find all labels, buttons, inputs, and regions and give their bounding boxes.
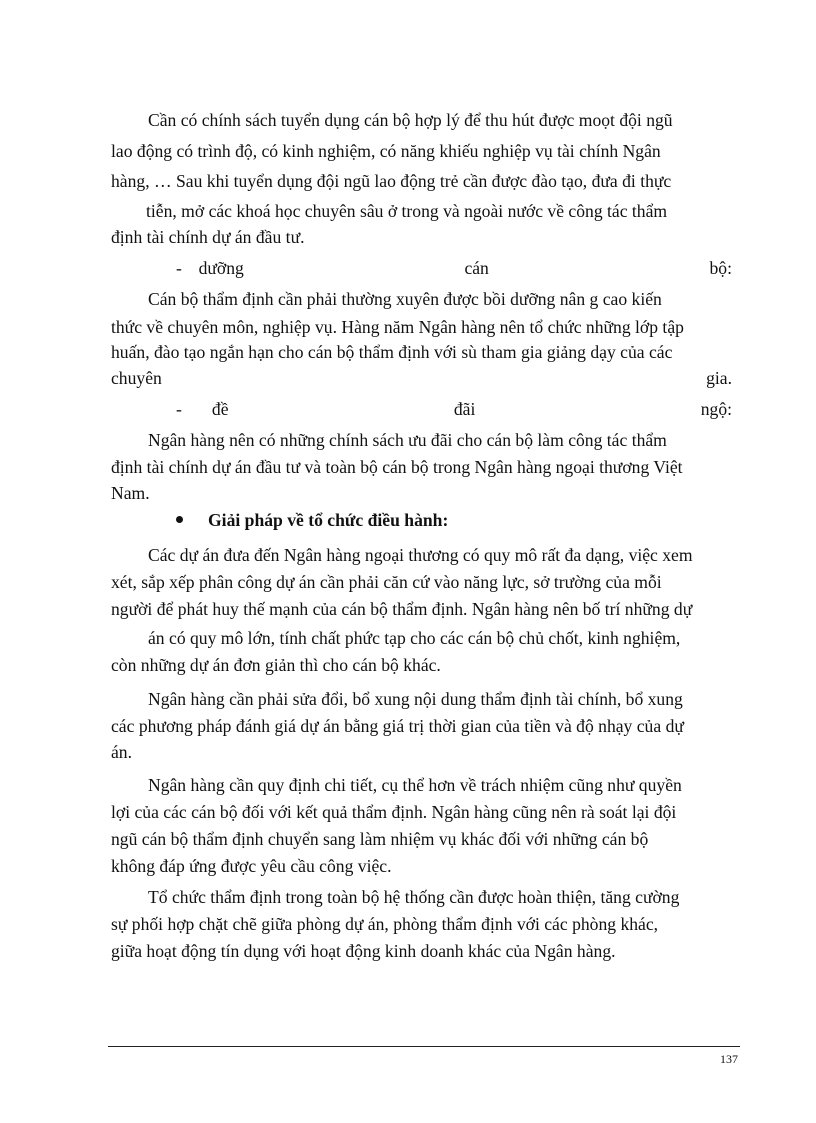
heading1-word2: dưỡng [198, 258, 244, 278]
para1-line1: Cần có chính sách tuyển dụng cán bộ hợp lý để thu hút được moọt đội ngũ [148, 110, 673, 130]
heading2-word3: đãi [453, 399, 476, 419]
heading1-word3: cán [464, 258, 489, 278]
para2-line1: Cán bộ thẩm định cần phải thường xuyên được bồi dưỡng nân g cao kiến [148, 289, 662, 309]
para4-line5: còn những dự án đơn giản thì cho cán bộ khác. [111, 655, 441, 675]
heading1-word4: bộ: [709, 258, 732, 278]
para1-line5: định tài chính dự án đầu tư. [111, 227, 305, 247]
heading2-word2: đề [211, 399, 229, 419]
para6-line1: Ngân hàng cần quy định chi tiết, cụ thể hơn về trách nhiệm cũng như quyền [148, 775, 682, 795]
para1-line2: lao động có trình độ, có kinh nghiệm, có năng khiếu nghiệp vụ tài chính Ngân [111, 141, 661, 161]
para5-line1: Ngân hàng cần phải sửa đổi, bổ xung nội dung thẩm định tài chính, bổ xung [148, 689, 683, 709]
para7-line3: giữa hoạt động tín dụng với hoạt động kinh doanh khác của Ngân hàng. [111, 941, 616, 961]
para2-line4 [111, 367, 732, 389]
para3-line1: Ngân hàng nên có những chính sách ưu đãi cho cán bộ làm công tác thẩm [148, 430, 667, 450]
heading2-dash: - [176, 399, 182, 419]
section-heading: Giải pháp về tổ chức điều hành: [208, 510, 449, 530]
heading-van-de-dai-ngo [176, 398, 732, 420]
para2-line4-end: gia. [706, 368, 732, 388]
footer-rule [108, 1046, 740, 1047]
heading2-word4: ngộ: [700, 399, 732, 419]
para6-line4: không đáp ứng được yêu cầu công việc. [111, 856, 392, 876]
para3-line2: định tài chính dự án đầu tư và toàn bộ cán bộ trong Ngân hàng ngoại thương Việt [111, 457, 683, 477]
para2-line4-start: chuyên [111, 368, 162, 388]
para3-line3: Nam. [111, 483, 150, 503]
para5-line2: các phương pháp đánh giá dự án bằng giá trị thời gian của tiền và độ nhạy của dự [111, 716, 684, 736]
heading-boi-duong-can-bo [176, 257, 732, 279]
para1-line3: hàng, … Sau khi tuyển dụng đội ngũ lao động trẻ cần được đào tạo, đưa đi thực [111, 171, 672, 191]
para2-line2: thức về chuyên môn, nghiệp vụ. Hàng năm Ngân hàng nên tổ chức những lớp tập [111, 317, 684, 337]
para4-line1: Các dự án đưa đến Ngân hàng ngoại thương có quy mô rất đa dạng, việc xem [148, 545, 693, 565]
para2-line3: huấn, đào tạo ngắn hạn cho cán bộ thẩm định với sù tham gia giảng dạy của các [111, 342, 673, 362]
para4-line3: người để phát huy thế mạnh của cán bộ thẩm định. Ngân hàng nên bố trí những dự [111, 599, 693, 619]
para7-line1: Tổ chức thẩm định trong toàn bộ hệ thống cần được hoàn thiện, tăng cường [148, 887, 680, 907]
para4-line4: án có quy mô lớn, tính chất phức tạp cho các cán bộ chủ chốt, kinh nghiệm, [148, 628, 681, 648]
para4-line2: xét, sắp xếp phân công dự án cần phải căn cứ vào năng lực, sở trường của mỗi [111, 572, 662, 592]
bullet-icon [176, 516, 183, 523]
page-number: 137 [720, 1052, 738, 1066]
heading1-dash: - [176, 258, 182, 278]
para6-line3: ngũ cán bộ thẩm định chuyển sang làm nhiệm vụ khác đối với những cán bộ [111, 829, 649, 849]
para1-line4: tiễn, mở các khoá học chuyên sâu ở trong và ngoài nước về công tác thẩm [146, 201, 668, 221]
para6-line2: lợi của các cán bộ đối với kết quả thẩm định. Ngân hàng cũng nên rà soát lại đội [111, 802, 677, 822]
para5-line3: án. [111, 742, 133, 762]
para7-line2: sự phối hợp chặt chẽ giữa phòng dự án, phòng thẩm định với các phòng khác, [111, 914, 659, 934]
